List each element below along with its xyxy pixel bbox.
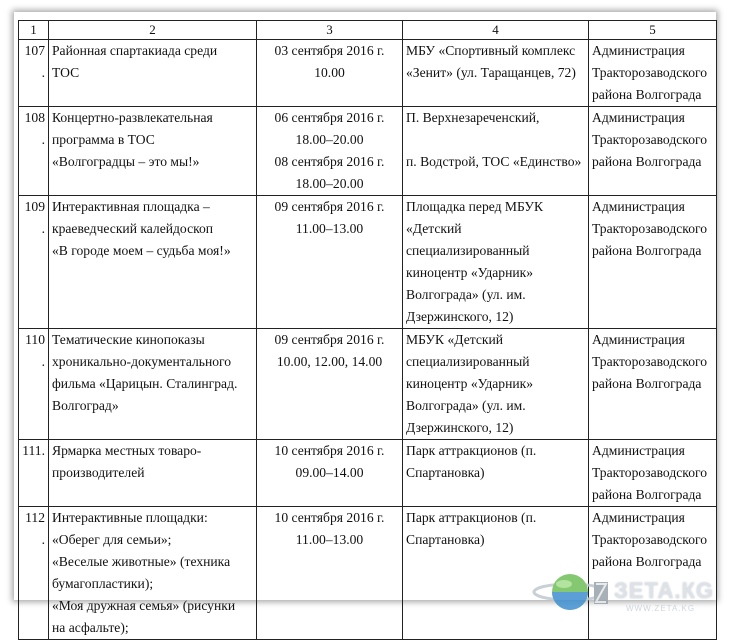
event-place-line: киноцентр «Ударник»	[406, 265, 534, 280]
organizer-line: Тракторозаводского	[592, 221, 708, 236]
event-place-line: киноцентр «Ударник»	[406, 376, 534, 391]
table-row	[19, 440, 717, 507]
event-name-line: бумагопластики);	[52, 576, 154, 591]
organizer-cell	[589, 196, 717, 329]
table-row	[19, 107, 717, 196]
column-header: 1	[19, 21, 49, 40]
event-date-line: 03 сентября 2016 г.	[274, 43, 385, 58]
organizer-cell	[589, 40, 717, 107]
event-date-line: 10.00	[314, 65, 345, 80]
event-date-line: 10.00, 12.00, 14.00	[276, 354, 383, 369]
event-date-line: 18.00–20.00	[295, 132, 364, 147]
event-date-cell	[257, 196, 403, 329]
event-date-line: 10 сентября 2016 г.	[274, 510, 385, 525]
organizer-line: Тракторозаводского	[592, 132, 708, 147]
event-place-cell	[403, 329, 589, 440]
row-number: 112.	[19, 507, 49, 640]
event-place-line: Дзержинского, 12)	[406, 420, 514, 435]
organizer-cell	[589, 440, 717, 507]
event-name-line: программа в ТОС	[52, 132, 155, 147]
row-number: 110.	[19, 329, 49, 440]
organizer-line: района Волгограда	[592, 487, 702, 502]
event-place-line: Парк аттракционов (п.	[406, 443, 537, 458]
event-place-line: «Детский специализированный	[406, 221, 530, 258]
event-name-line: ТОС	[52, 65, 80, 80]
event-name-line: Тематические кинопоказы	[52, 332, 205, 347]
event-date-line: 09 сентября 2016 г.	[274, 332, 385, 347]
event-place-line: Спартановка)	[406, 465, 485, 480]
event-date-cell	[257, 40, 403, 107]
organizer-line: Тракторозаводского	[592, 65, 708, 80]
event-name-line: Интерактивные площадки:	[52, 510, 208, 525]
row-number: 107.	[19, 40, 49, 107]
organizer-cell	[589, 107, 717, 196]
row-number: 111.	[19, 440, 49, 507]
event-place-cell	[403, 107, 589, 196]
organizer-line: района Волгограда	[592, 554, 702, 569]
organizer-line: Администрация	[592, 332, 685, 347]
event-name-cell	[49, 329, 257, 440]
event-name-line: Районная спартакиада среди	[52, 43, 218, 58]
organizer-line: Тракторозаводского	[592, 354, 708, 369]
organizer-line: Тракторозаводского	[592, 465, 708, 480]
event-place-line: МБУ «Спортивный комплекс	[406, 43, 576, 58]
event-date-line: 06 сентября 2016 г.	[274, 110, 385, 125]
event-date-cell	[257, 107, 403, 196]
events-table	[18, 20, 717, 640]
organizer-line: района Волгограда	[592, 243, 702, 258]
organizer-cell	[589, 329, 717, 440]
event-date-line: 11.00–13.00	[295, 532, 364, 547]
column-header: 3	[257, 21, 403, 40]
organizer-line: Администрация	[592, 443, 685, 458]
event-name-line: «В городе моем – судьба моя!»	[52, 243, 231, 258]
event-place-line: МБУК «Детский	[406, 332, 504, 347]
event-place-line: Волгограда» (ул. им.	[406, 398, 526, 413]
event-place-line: Парк аттракционов (п.	[406, 510, 537, 525]
row-number: 108.	[19, 107, 49, 196]
event-name-line: Волгоград»	[52, 398, 119, 413]
document-page	[14, 12, 716, 635]
organizer-line: Администрация	[592, 110, 685, 125]
event-name-line: «Моя дружная семья» (рисунки	[52, 598, 236, 613]
globe-logo-icon	[530, 568, 614, 618]
event-name-line: хроникально-документального	[52, 354, 232, 369]
event-place-cell	[403, 40, 589, 107]
organizer-line: Администрация	[592, 199, 685, 214]
site-watermark	[530, 568, 740, 618]
column-header: 5	[589, 21, 717, 40]
event-name-line: «Волгоградцы – это мы!»	[52, 154, 200, 169]
event-name-line: «Оберег для семьи»;	[52, 532, 172, 547]
event-date-line: 18.00–20.00	[295, 176, 364, 191]
table-row	[19, 329, 717, 440]
organizer-line: района Волгограда	[592, 87, 702, 102]
event-place-cell	[403, 196, 589, 329]
organizer-line: Тракторозаводского	[592, 532, 708, 547]
event-place-line: Площадка перед МБУК	[406, 199, 544, 214]
event-date-cell	[257, 440, 403, 507]
watermark-text: ЗЕТА.КG	[614, 578, 715, 603]
event-date-cell	[257, 329, 403, 440]
event-date-line: 08 сентября 2016 г.	[274, 154, 385, 169]
table-row	[19, 40, 717, 107]
column-header: 2	[49, 21, 257, 40]
organizer-line: Администрация	[592, 510, 685, 525]
event-date-cell	[257, 507, 403, 640]
event-name-line: на асфальте);	[52, 620, 129, 635]
header-row	[19, 21, 717, 40]
event-name-line: фильма «Царицын. Сталинград.	[52, 376, 238, 391]
table-row	[19, 196, 717, 329]
event-date-line: 10 сентября 2016 г.	[274, 443, 385, 458]
event-date-line: 09.00–14.00	[295, 465, 364, 480]
event-place-line: Дзержинского, 12)	[406, 309, 514, 324]
event-date-line: 11.00–13.00	[295, 221, 364, 236]
event-place-line: Спартановка)	[406, 532, 485, 547]
event-place-line	[406, 129, 585, 151]
row-number: 109.	[19, 196, 49, 329]
event-name-cell	[49, 40, 257, 107]
event-place-line: Волгограда» (ул. им.	[406, 287, 526, 302]
event-name-cell	[49, 440, 257, 507]
event-place-line: п. Водстрой, ТОС «Единство»	[406, 154, 582, 169]
event-name-line: Интерактивная площадка –	[52, 199, 210, 214]
event-place-line: «Зенит» (ул. Таращанцев, 72)	[406, 65, 576, 80]
event-date-line: 09 сентября 2016 г.	[274, 199, 385, 214]
event-name-cell	[49, 107, 257, 196]
event-name-cell	[49, 507, 257, 640]
event-place-line: П. Верхнезареченский,	[406, 110, 540, 125]
organizer-line: Администрация	[592, 43, 685, 58]
event-name-cell	[49, 196, 257, 329]
organizer-line: района Волгограда	[592, 376, 702, 391]
event-place-cell	[403, 440, 589, 507]
watermark-subtext: WWW.ZETA.KG	[626, 604, 696, 613]
event-name-line: производителей	[52, 465, 145, 480]
event-name-line: Концертно-развлекательная	[52, 110, 213, 125]
event-name-line: «Веселые животные» (техника	[52, 554, 231, 569]
event-name-line: Ярмарка местных товаро-	[52, 443, 202, 458]
event-name-line: краеведческий калейдоскоп	[52, 221, 214, 236]
event-place-line: специализированный	[406, 354, 530, 369]
column-header: 4	[403, 21, 589, 40]
organizer-line: района Волгограда	[592, 154, 702, 169]
